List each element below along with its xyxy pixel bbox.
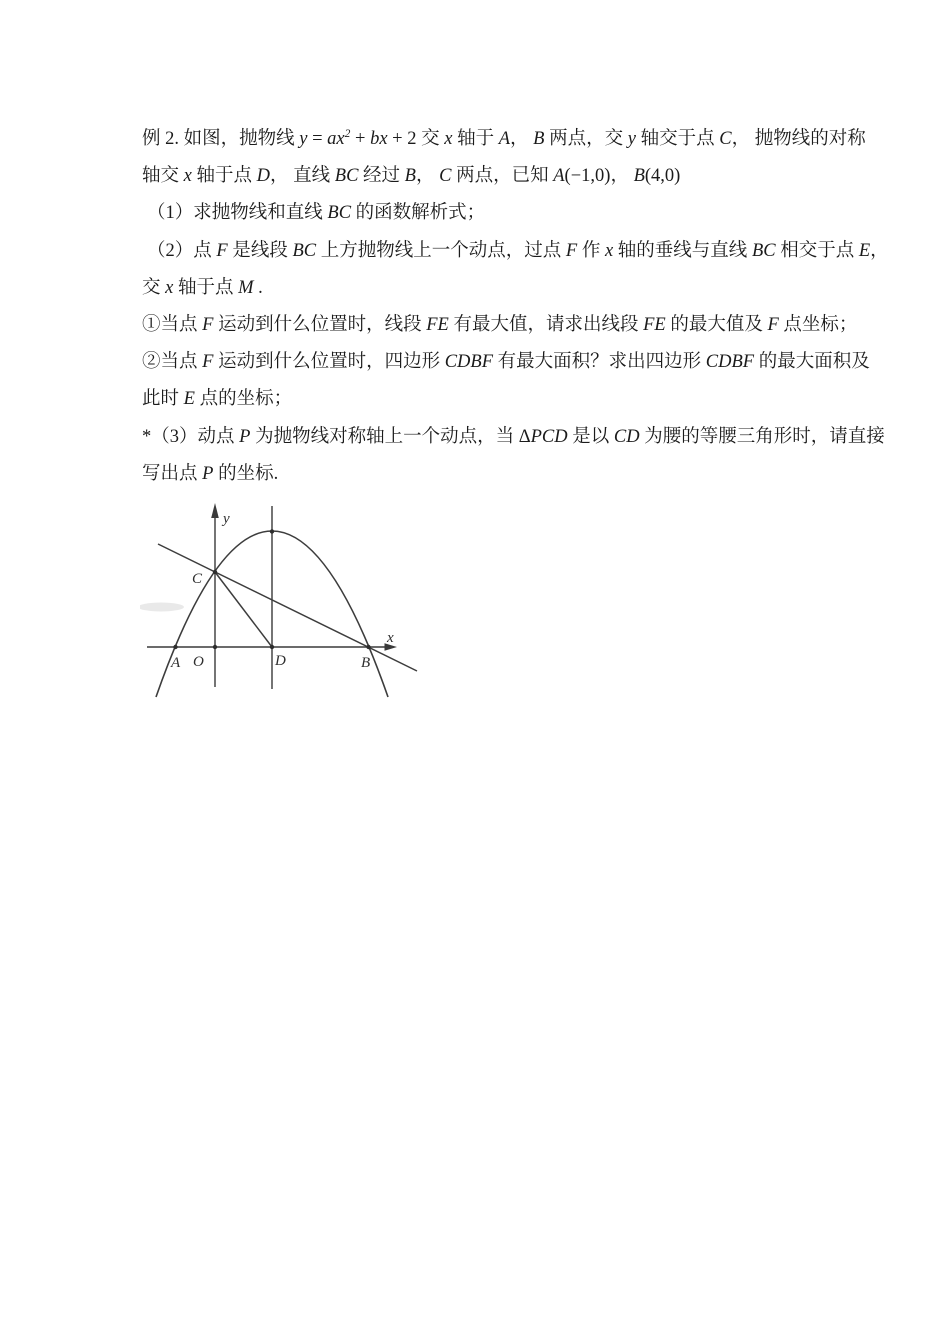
text-run: ①当点: [142, 315, 203, 336]
point-b-label: B: [361, 655, 371, 671]
math-run: FE: [426, 315, 449, 336]
math-run: C: [439, 166, 452, 187]
math-run: E: [183, 389, 195, 410]
point-d-dot: [270, 645, 274, 649]
math-run: D: [256, 166, 270, 187]
text-run: 轴于点: [191, 166, 257, 187]
text-line: [142, 419, 885, 456]
text-line: [142, 381, 832, 418]
text-run: 相交于点: [775, 240, 859, 261]
text-run: 的函数解析式；: [351, 203, 486, 224]
origin-label: O: [193, 654, 204, 670]
math-run: Δ: [518, 426, 531, 447]
text-run: 运动到什么位置时，线段: [213, 315, 427, 336]
text-run: ，: [415, 166, 440, 187]
text-run: 此时: [142, 389, 184, 410]
math-run: 2: [344, 127, 351, 140]
text-run: 作: [577, 240, 605, 261]
math-run: A: [553, 166, 565, 187]
point-b-dot: [366, 645, 370, 649]
text-line: [142, 344, 870, 381]
math-run: F: [202, 352, 214, 373]
math-run: bx: [370, 129, 388, 149]
math-run: C: [719, 129, 732, 149]
text-run: 写出点: [142, 463, 203, 484]
math-run: F: [767, 315, 779, 336]
text-line: [142, 195, 832, 232]
text-run: 轴交于点: [635, 129, 720, 149]
math-run: BC: [292, 240, 317, 261]
y-axis-arrow-icon: [211, 503, 219, 518]
math-run: (4,0): [644, 166, 681, 187]
text-run: 为腰的等腰三角形时，请直接: [639, 426, 885, 447]
scan-smudge: [140, 603, 184, 612]
text-run: 的最大面积及: [754, 352, 870, 373]
text-run: 轴于: [452, 129, 499, 149]
text-run: 是以: [567, 426, 614, 447]
text-run: 两点，已知: [451, 166, 554, 187]
text-run: ， 直线: [270, 166, 335, 187]
math-run: M: [238, 277, 254, 298]
text-run: 有最大值，请求出线段: [448, 315, 644, 336]
text-run: 的最大值及: [665, 315, 768, 336]
math-run: (−1,0): [564, 166, 611, 187]
math-run: B: [404, 166, 416, 187]
math-run: y: [299, 129, 308, 149]
text-run: 点的坐标；: [194, 389, 293, 410]
math-run: P: [202, 463, 214, 484]
math-run: B: [633, 166, 645, 187]
text-run: （3）动点: [151, 426, 240, 447]
math-run: .: [253, 277, 263, 298]
text-run: ，: [870, 240, 889, 261]
math-run: F: [202, 315, 214, 336]
math-run: ax: [327, 129, 345, 149]
origin-dot: [213, 645, 217, 649]
math-run: x: [604, 240, 614, 261]
math-run: +: [350, 129, 371, 149]
figure-canvas: [140, 497, 442, 711]
point-c-dot: [213, 570, 217, 574]
point-c-label: C: [192, 571, 203, 587]
math-run: x: [444, 129, 453, 149]
math-run: *: [142, 426, 152, 447]
text-run: 交: [142, 277, 166, 298]
math-run: PCD: [530, 426, 568, 447]
text-line: [142, 158, 832, 195]
text-run: 轴的垂线与直线: [613, 240, 752, 261]
math-run: BC: [334, 166, 359, 187]
text-run: 有最大面积？求出四边形: [493, 352, 706, 373]
math-run: CDBF: [444, 352, 494, 373]
segment-cd: [215, 572, 272, 647]
text-run: 是线段: [227, 240, 293, 261]
y-axis-label: y: [223, 511, 230, 527]
math-run: =: [307, 129, 328, 149]
text-run: （1）求抛物线和直线: [147, 203, 328, 224]
text-run: 运动到什么位置时，四边形: [213, 352, 445, 373]
text-run: ②当点: [142, 352, 203, 373]
point-a-dot: [173, 645, 177, 649]
text-line: [142, 456, 832, 493]
math-run: P: [239, 426, 251, 447]
text-line: [142, 270, 832, 307]
point-a-label: A: [171, 655, 181, 671]
text-run: ，: [610, 166, 634, 187]
math-run: y: [627, 129, 636, 149]
math-run: x: [165, 277, 174, 298]
text-run: 轴交: [142, 166, 184, 187]
math-run: + 2: [387, 129, 422, 149]
vertex-dot: [270, 529, 274, 533]
text-run: 的坐标.: [213, 463, 279, 484]
math-run: B: [533, 129, 545, 149]
text-run: 上方抛物线上一个动点，过点: [316, 240, 566, 261]
math-run: E: [858, 240, 871, 261]
text-run: （2）点: [147, 240, 217, 261]
math-run: CDBF: [705, 352, 755, 373]
text-run: 两点，交: [544, 129, 628, 149]
math-run: BC: [327, 203, 352, 224]
text-run: ， 抛物线的对称: [731, 129, 866, 149]
parabola-figure: [140, 497, 442, 711]
text-run: 交: [421, 129, 445, 149]
text-run: 经过: [358, 166, 405, 187]
text-run: 例 2. 如图，抛物线: [142, 129, 300, 149]
text-run: 点坐标；: [778, 315, 858, 336]
text-line: [142, 307, 858, 344]
problem-statement: [142, 121, 889, 493]
math-run: F: [216, 240, 228, 261]
point-d-label: D: [275, 653, 286, 669]
math-run: A: [498, 129, 511, 149]
math-run: CD: [613, 426, 640, 447]
text-run: 为抛物线对称轴上一个动点，当: [250, 426, 519, 447]
text-run: 轴于点: [173, 277, 239, 298]
math-run: F: [565, 240, 578, 261]
x-axis-label: x: [387, 630, 394, 646]
math-run: x: [183, 166, 192, 187]
text-line: [142, 233, 889, 270]
text-run: ，: [510, 129, 534, 149]
text-line: [142, 121, 866, 158]
line-bc: [158, 544, 417, 671]
math-run: FE: [643, 315, 666, 336]
math-run: BC: [751, 240, 776, 261]
